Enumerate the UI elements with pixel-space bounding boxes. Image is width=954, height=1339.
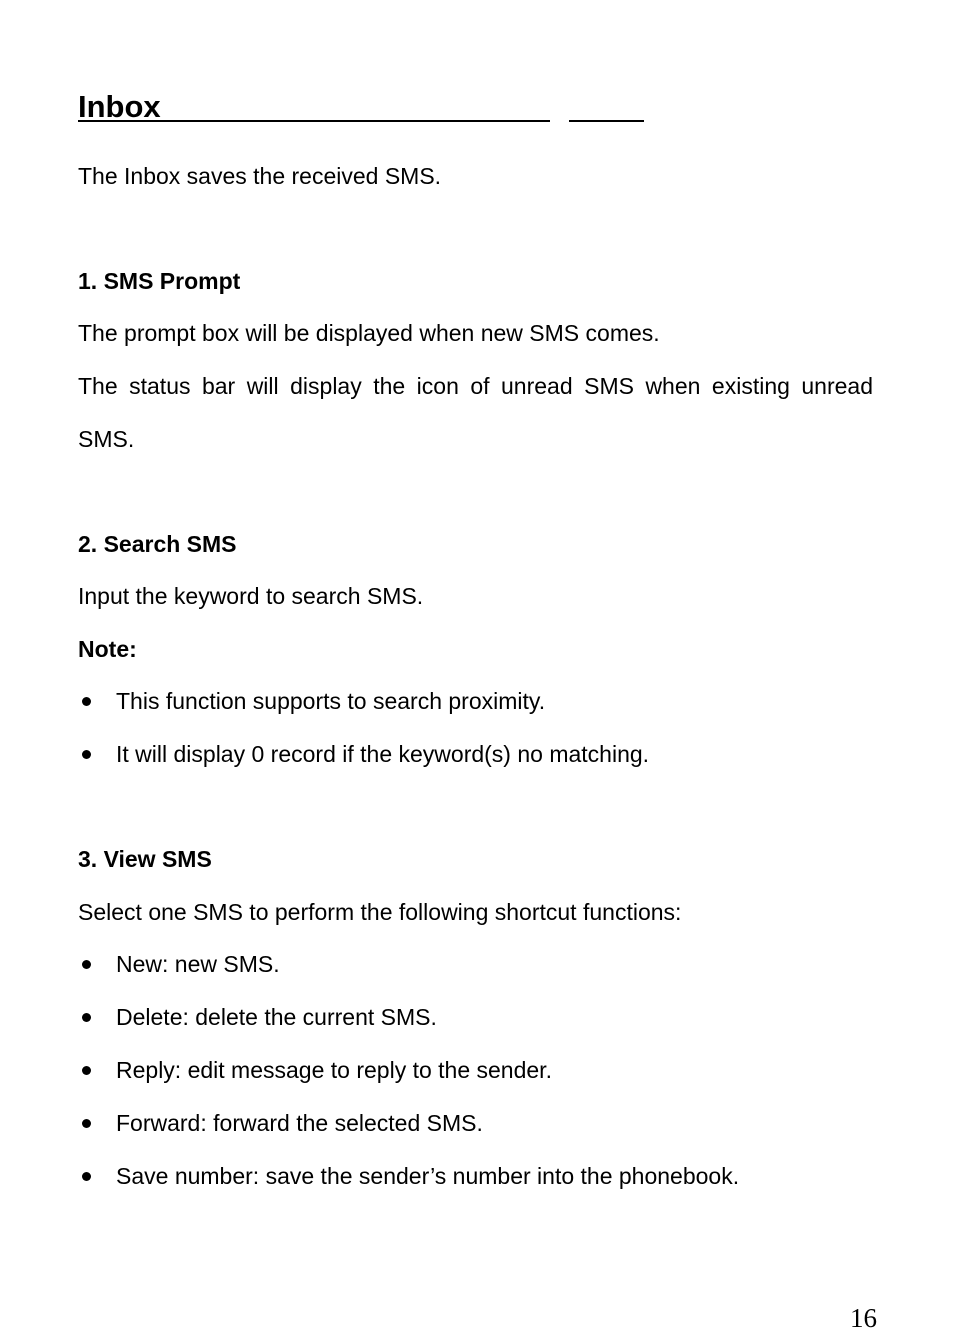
title-underline-short: [569, 120, 644, 122]
section-3-paragraph-1: Select one SMS to perform the following shortcut functions:: [78, 899, 682, 925]
list-item-text: Reply: edit message to reply to the sender.: [116, 1057, 552, 1083]
bullet-icon: [82, 1119, 91, 1128]
list-item-text: Forward: forward the selected SMS.: [116, 1110, 483, 1136]
section-1-paragraph-2: The status bar will display the icon of unread SMS when existing unread SMS.: [78, 373, 873, 452]
note-label: Note:: [78, 636, 137, 662]
bullet-icon: [82, 1013, 91, 1022]
bullet-icon: [82, 750, 91, 759]
list-item: [78, 938, 739, 991]
list-item: [78, 1044, 739, 1097]
section-heading-sms-prompt: 1. SMS Prompt: [78, 268, 241, 294]
list-item-text: This function supports to search proximity.: [116, 688, 546, 714]
list-item: [78, 1150, 739, 1203]
list-item-text: Save number: save the sender’s number into the phonebook.: [116, 1163, 740, 1189]
list-item-text: New: new SMS.: [116, 951, 280, 977]
list-item: [78, 728, 649, 781]
section-2-paragraph-1: Input the keyword to search SMS.: [78, 583, 424, 609]
section-heading-view-sms: 3. View SMS: [78, 846, 212, 872]
page-title: Inbox: [78, 89, 161, 124]
section-heading-search-sms: 2. Search SMS: [78, 531, 237, 557]
section-1-paragraph-1: The prompt box will be displayed when new SMS comes.: [78, 320, 660, 346]
bullet-icon: [82, 1066, 91, 1075]
list-item: [78, 991, 739, 1044]
title-row: [78, 88, 873, 128]
bullet-icon: [82, 1172, 91, 1181]
page-number: 16: [850, 1303, 877, 1333]
list-item-text: Delete: delete the current SMS.: [116, 1004, 437, 1030]
bullet-icon: [82, 960, 91, 969]
list-item: [78, 675, 649, 728]
intro-paragraph: The Inbox saves the received SMS.: [78, 163, 442, 189]
shortcut-functions-list: [78, 938, 739, 1203]
list-item: [78, 1097, 739, 1150]
title-underline: [78, 120, 550, 122]
bullet-icon: [82, 697, 91, 706]
search-notes-list: [78, 675, 649, 781]
list-item-text: It will display 0 record if the keyword(s) no matching.: [116, 741, 650, 767]
